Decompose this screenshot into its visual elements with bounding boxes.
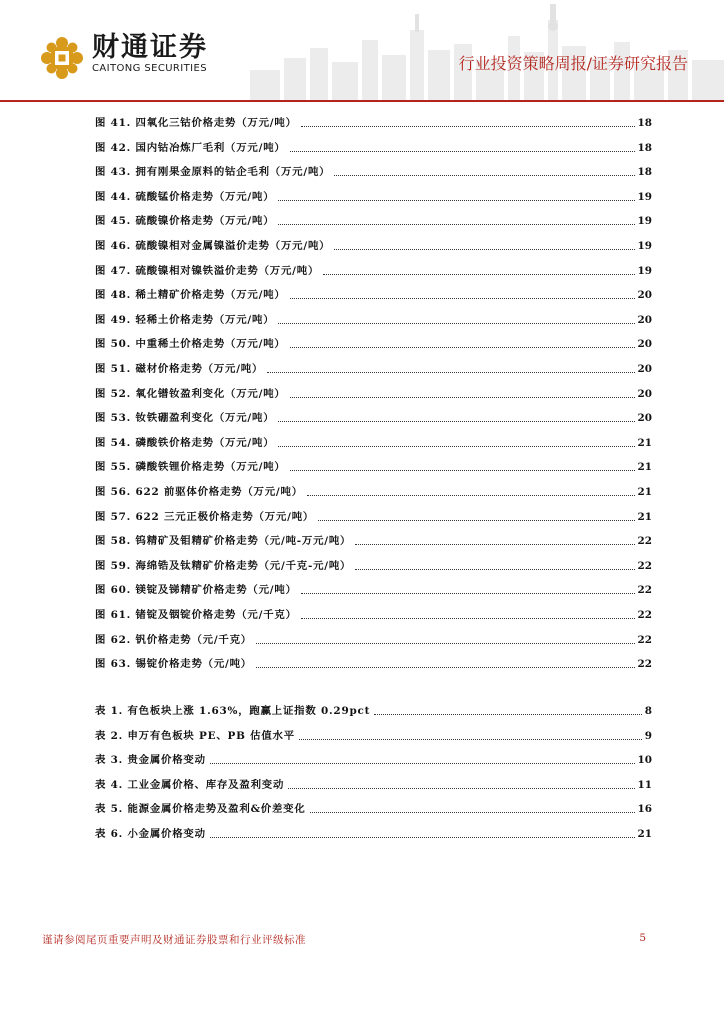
- toc-table-entry[interactable]: [95, 700, 652, 718]
- toc-table-entry-label: 表 1. 有色板块上涨 1.63%，跑赢上证指数 0.29pct: [95, 705, 371, 717]
- toc-table-entry-label: 表 2. 申万有色板块 PE、PB 估值水平: [95, 729, 295, 742]
- dot-leader: [310, 811, 635, 813]
- dot-leader: [301, 592, 635, 594]
- toc-figure-entry[interactable]: [95, 555, 652, 573]
- toc-figure-entry[interactable]: [95, 161, 652, 179]
- toc-table-entry-label: 表 5. 能源金属价格走势及盈利&价差变化: [95, 803, 306, 816]
- toc-figure-entry-label: 图 51. 磁材价格走势（万元/吨）: [95, 363, 264, 375]
- dot-leader: [278, 420, 634, 422]
- toc-figure-entry-label: 图 44. 硫酸锰价格走势（万元/吨）: [95, 190, 275, 203]
- toc-table-entry[interactable]: [95, 823, 652, 841]
- toc-figure-entry-page-number: 22: [637, 559, 652, 572]
- dot-leader: [323, 273, 634, 275]
- toc-figure-entry-label: 图 43. 拥有刚果金原料的钴企毛利（万元/吨）: [95, 166, 331, 179]
- toc-table-entry-page-number: 21: [637, 828, 652, 840]
- toc-table-entry-label: 表 3. 贵金属价格变动: [95, 754, 206, 767]
- dot-leader: [374, 713, 642, 715]
- toc-figure-entry[interactable]: [95, 481, 652, 499]
- caitong-logo-icon: [40, 36, 84, 80]
- toc-figure-entry-page-number: 22: [637, 535, 652, 548]
- dot-leader: [256, 666, 635, 668]
- dot-leader: [301, 617, 635, 619]
- dot-leader: [288, 787, 634, 789]
- toc-figure-entry-label: 图 62. 钒价格走势（元/千克）: [95, 633, 253, 646]
- toc-figure-entry-label: 图 41. 四氧化三钴价格走势（万元/吨）: [95, 117, 297, 129]
- dot-leader: [299, 738, 642, 740]
- toc-figure-entry-label: 图 49. 轻稀土价格走势（万元/吨）: [95, 313, 275, 326]
- toc-figure-entry-page-number: 21: [637, 461, 652, 474]
- toc-figure-entry-label: 图 47. 硫酸镍相对镍铁溢价走势（万元/吨）: [95, 264, 320, 277]
- dot-leader: [301, 125, 635, 127]
- dot-leader: [210, 836, 635, 838]
- dot-leader: [210, 762, 635, 764]
- toc-figure-entry-label: 图 54. 磷酸铁价格走势（万元/吨）: [95, 436, 275, 449]
- toc-figure-entry-page-number: 19: [637, 190, 652, 203]
- dot-leader: [290, 396, 635, 398]
- toc-figure-entry-page-number: 22: [637, 584, 652, 597]
- toc-table-entry[interactable]: [95, 749, 652, 767]
- toc-figure-entry-label: 图 52. 氧化镨钕盈利变化（万元/吨）: [95, 387, 286, 400]
- toc-figure-entry-page-number: 20: [637, 387, 652, 400]
- toc-figure-entry[interactable]: [95, 456, 652, 474]
- dot-leader: [334, 174, 634, 176]
- toc-figure-entry-page-number: 20: [637, 412, 652, 425]
- toc-figure-entry-label: 图 60. 镁锭及锑精矿价格走势（元/吨）: [95, 584, 297, 597]
- logo-english-name: CAITONG SECURITIES: [92, 63, 207, 74]
- dot-leader: [290, 469, 635, 471]
- toc-figure-entry[interactable]: [95, 653, 652, 671]
- toc-figure-entry[interactable]: [95, 210, 652, 228]
- toc-figure-entry-label: 图 59. 海绵锆及钛精矿价格走势（元/千克-元/吨）: [95, 559, 352, 572]
- toc-figure-entry-page-number: 19: [637, 215, 652, 228]
- toc-figure-entry-page-number: 20: [637, 363, 652, 375]
- toc-figure-entry[interactable]: [95, 604, 652, 622]
- toc-figure-entry-label: 图 61. 锗锭及铟锭价格走势（元/千克）: [95, 609, 297, 621]
- toc-figure-entry-label: 图 57. 622 三元正极价格走势（万元/吨）: [95, 510, 315, 523]
- header-divider: [0, 100, 724, 102]
- toc-figure-entry-label: 图 48. 稀土精矿价格走势（万元/吨）: [95, 289, 286, 302]
- toc-figure-entry[interactable]: [95, 358, 652, 376]
- city-skyline-graphic: [250, 0, 724, 100]
- dot-leader: [290, 346, 635, 348]
- toc-figure-entry-page-number: 20: [637, 338, 652, 351]
- toc-figure-entry-label: 图 56. 622 前驱体价格走势（万元/吨）: [95, 486, 303, 498]
- toc-figure-entry-page-number: 21: [637, 510, 652, 523]
- toc-figure-entry[interactable]: [95, 186, 652, 204]
- toc-table-entry[interactable]: [95, 798, 652, 816]
- dot-leader: [307, 494, 635, 496]
- toc-figure-entry-label: 图 42. 国内钴冶炼厂毛利（万元/吨）: [95, 141, 286, 154]
- toc-figure-entry[interactable]: [95, 530, 652, 548]
- toc-table-entry-label: 表 6. 小金属价格变动: [95, 828, 206, 840]
- toc-figure-entry-page-number: 21: [637, 486, 652, 498]
- dot-leader: [278, 199, 634, 201]
- toc-figure-entry-label: 图 63. 锡锭价格走势（元/吨）: [95, 658, 253, 671]
- dot-leader: [290, 150, 635, 152]
- toc-figure-entry-label: 图 50. 中重稀土价格走势（万元/吨）: [95, 338, 286, 351]
- dot-leader: [256, 642, 635, 644]
- toc-table-entry-page-number: 10: [637, 754, 652, 767]
- dot-leader: [334, 248, 634, 250]
- toc-figure-entry-page-number: 22: [637, 658, 652, 671]
- toc-figure-entry[interactable]: [95, 137, 652, 155]
- toc-figure-entry[interactable]: [95, 235, 652, 253]
- toc-figure-entry[interactable]: [95, 579, 652, 597]
- dot-leader: [318, 519, 634, 521]
- toc-table-entry-label: 表 4. 工业金属价格、库存及盈利变动: [95, 778, 285, 791]
- footer-disclaimer: 谨请参阅尾页重要声明及财通证券股票和行业评级标准: [42, 934, 306, 946]
- toc-figure-entry[interactable]: [95, 383, 652, 401]
- report-type-title: 行业投资策略周报/证券研究报告: [458, 54, 688, 73]
- toc-figure-entry-page-number: 21: [637, 436, 652, 449]
- toc-figure-entry[interactable]: [95, 333, 652, 351]
- toc-figure-entry-label: 图 45. 硫酸镍价格走势（万元/吨）: [95, 215, 275, 228]
- toc-figure-entry[interactable]: [95, 629, 652, 647]
- toc-figure-entry-page-number: 22: [637, 609, 652, 621]
- toc-figure-entry[interactable]: [95, 309, 652, 327]
- dot-leader: [278, 223, 634, 225]
- dot-leader: [278, 322, 634, 324]
- toc-figure-entry[interactable]: [95, 284, 652, 302]
- toc-figure-entry-page-number: 19: [637, 264, 652, 277]
- toc-table-entry[interactable]: [95, 725, 652, 743]
- toc-table-entry-page-number: 8: [644, 705, 652, 717]
- logo-chinese-name: 财通证券: [92, 32, 208, 63]
- toc-figure-entry-page-number: 20: [637, 289, 652, 302]
- toc-figure-entry[interactable]: [95, 260, 652, 278]
- toc-figure-entry-page-number: 19: [637, 240, 652, 252]
- dot-leader: [355, 543, 634, 545]
- toc-figure-entry-page-number: 20: [637, 313, 652, 326]
- toc-figure-entry-label: 图 53. 钕铁硼盈利变化（万元/吨）: [95, 412, 275, 425]
- toc-figure-entry-label: 图 55. 磷酸铁锂价格走势（万元/吨）: [95, 461, 286, 474]
- dot-leader: [267, 371, 634, 373]
- footer-page-number: 5: [639, 932, 646, 944]
- toc-figure-entry-page-number: 18: [637, 141, 652, 154]
- dot-leader: [278, 445, 634, 447]
- dot-leader: [290, 297, 635, 299]
- toc-table-entry-page-number: 9: [644, 729, 652, 742]
- toc-figure-entry-page-number: 18: [637, 166, 652, 179]
- toc-figure-entry[interactable]: [95, 112, 652, 130]
- toc-figure-entry-label: 图 46. 硫酸镍相对金属镍溢价走势（万元/吨）: [95, 240, 331, 252]
- toc-table-entry-page-number: 16: [637, 803, 652, 816]
- toc-figure-entry-page-number: 18: [637, 117, 652, 129]
- dot-leader: [355, 568, 634, 570]
- toc-figure-entry[interactable]: [95, 506, 652, 524]
- toc-table-entry[interactable]: [95, 774, 652, 792]
- toc-figure-entry-page-number: 22: [637, 633, 652, 646]
- page-header: [0, 0, 724, 104]
- toc-figure-entry-label: 图 58. 钨精矿及钼精矿价格走势（元/吨-万元/吨）: [95, 535, 352, 548]
- toc-figure-entry[interactable]: [95, 407, 652, 425]
- toc-figure-entry[interactable]: [95, 432, 652, 450]
- toc-table-entry-page-number: 11: [637, 778, 652, 791]
